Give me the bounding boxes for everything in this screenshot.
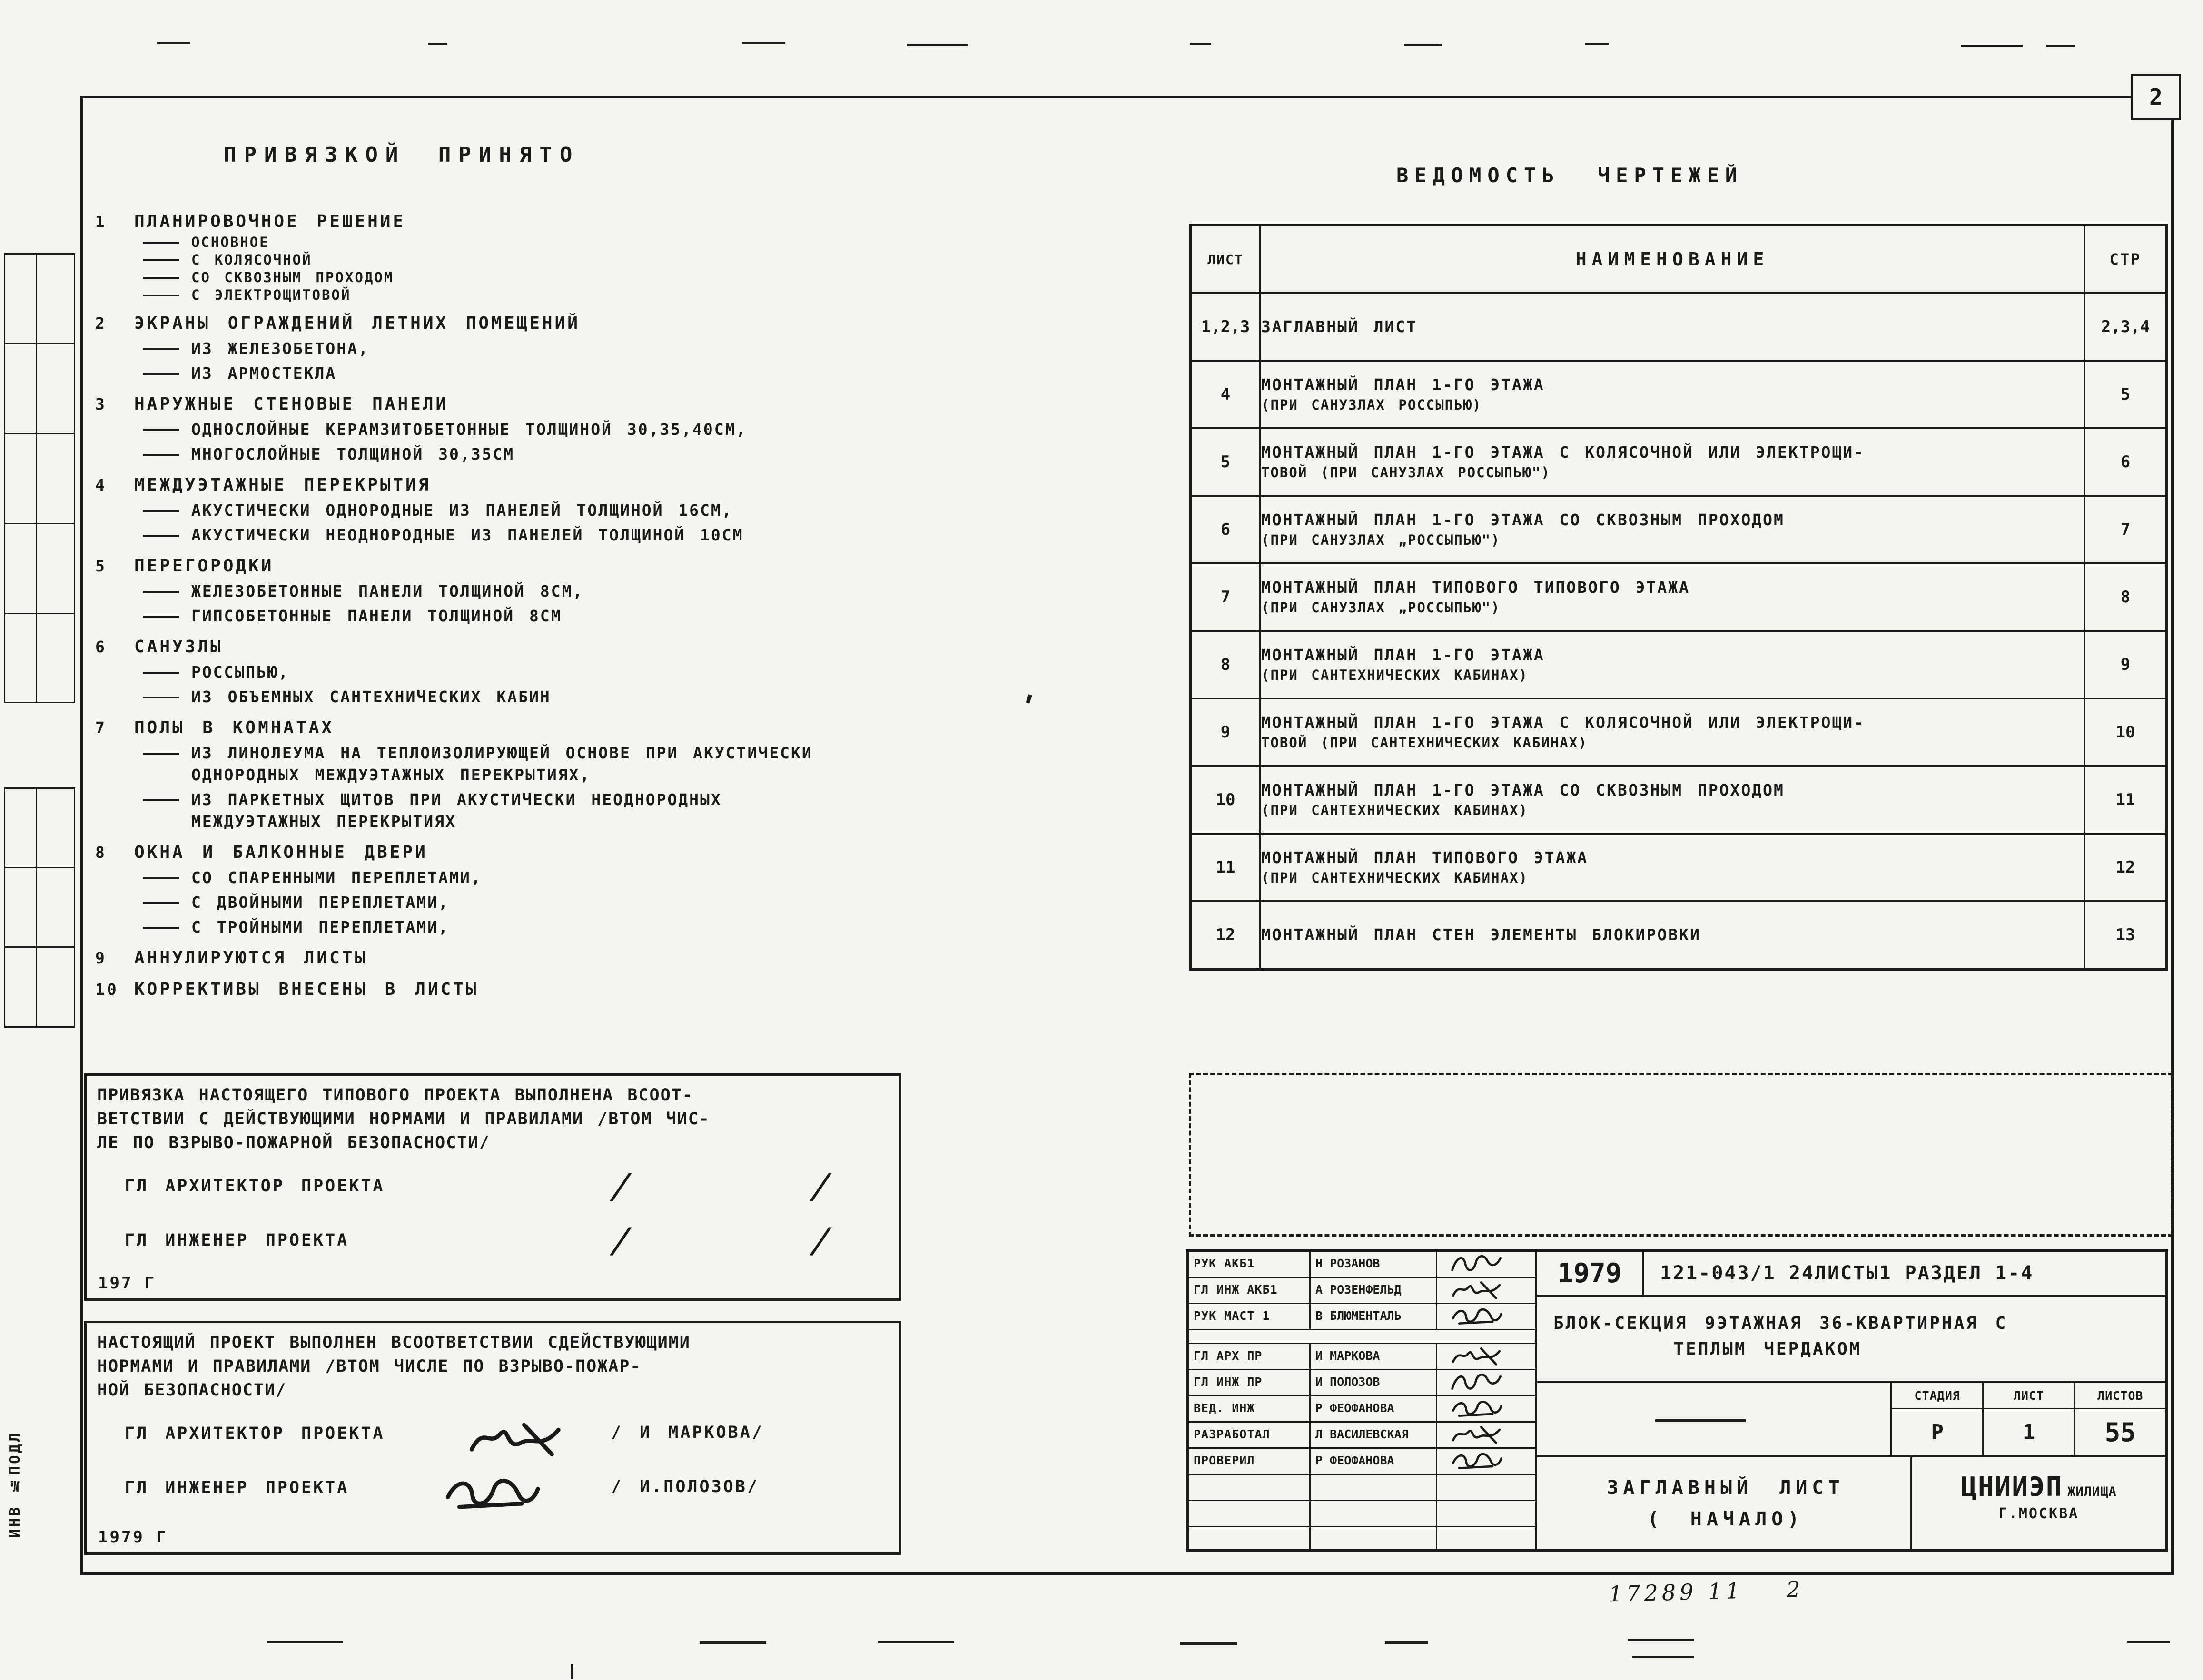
sheet-title-line1: ЗАГЛАВНЫЙ ЛИСТ <box>1607 1476 1845 1499</box>
scan-artifact <box>1585 43 1609 45</box>
signature <box>1441 1305 1512 1327</box>
person-name: В БЛЮМЕНТАЛЬ <box>1311 1304 1437 1329</box>
empty-row <box>1189 1527 1535 1549</box>
title-block-people <box>1189 1252 1537 1549</box>
title-block-year: 1979 <box>1537 1252 1644 1297</box>
item-number: 10 <box>95 980 119 999</box>
person-row <box>1189 1396 1535 1423</box>
list-subitem <box>143 916 1156 938</box>
list-subitem <box>143 338 1156 360</box>
engineer-signature-row <box>97 1470 888 1511</box>
drawing-name-line1: МОНТАЖНЫЙ ПЛАН 1-ГО ЭТАЖА <box>1261 646 1545 664</box>
person-role: ВЕД. ИНЖ <box>1189 1396 1311 1421</box>
dash-marker <box>143 510 179 512</box>
table-row <box>1190 428 2167 496</box>
engineer-name: / И.ПОЛОЗОВ/ <box>611 1477 759 1496</box>
empty-cell <box>1189 1501 1311 1526</box>
person-signature-cell <box>1437 1252 1535 1277</box>
stage-value: Р <box>1892 1409 1984 1455</box>
person-name: И МАРКОВА <box>1311 1344 1437 1369</box>
list-subitem <box>143 443 1156 465</box>
subitem-label: С ЭЛЕКТРОЩИТОВОЙ <box>191 287 351 303</box>
dash-marker <box>143 927 179 929</box>
person-signature-cell <box>1437 1449 1535 1474</box>
strip-divider <box>36 255 37 702</box>
scan-artifact <box>428 43 447 45</box>
item-label: ОКНА И БАЛКОННЫЕ ДВЕРИ <box>134 843 428 862</box>
compliance-note-signed <box>84 1321 901 1555</box>
dash-marker <box>143 877 179 879</box>
person-row <box>1189 1304 1535 1330</box>
table-row <box>1190 631 2167 698</box>
table-row <box>1190 698 2167 766</box>
page-ref: 9 <box>2084 631 2167 698</box>
signature <box>1441 1279 1512 1301</box>
empty-row <box>1189 1330 1535 1344</box>
page-ref: 11 <box>2084 766 2167 834</box>
person-name: Р ФЕОФАНОВА <box>1311 1396 1437 1421</box>
scan-artifact <box>571 1664 573 1679</box>
drawing-name <box>1260 293 2084 361</box>
person-row <box>1189 1278 1535 1304</box>
empty-cell <box>1437 1527 1535 1549</box>
document-number: 121-043/1 24ЛИСТЫ1 РАЗДЕЛ 1-4 <box>1644 1252 2165 1297</box>
org-name2: ЖИЛИЩА <box>2067 1484 2117 1499</box>
drawings-list-title: ВЕДОМОСТЬ ЧЕРТЕЖЕЙ <box>1396 164 1744 187</box>
sheet-number: 9 <box>1190 698 1260 766</box>
subitem-label: РОССЫПЬЮ, <box>191 663 289 681</box>
list-item <box>95 555 1156 627</box>
person-role: РАЗРАБОТАЛ <box>1189 1423 1311 1447</box>
page-ref: 5 <box>2084 361 2167 428</box>
stage-label: СТАДИЯ <box>1892 1383 1984 1408</box>
dash-marker <box>143 902 179 904</box>
subitem-label: ЖЕЛЕЗОБЕТОННЫЕ ПАНЕЛИ ТОЛЩИНОЙ 8СМ, <box>191 582 584 600</box>
note-line: НОЙ БЕЗОПАСНОСТИ/ <box>97 1381 287 1400</box>
table-row <box>1190 766 2167 834</box>
person-name: Н РОЗАНОВ <box>1311 1252 1437 1277</box>
drawings-table <box>1189 224 2168 971</box>
list-item <box>95 393 1156 465</box>
drawing-name-line1: МОНТАЖНЫЙ ПЛАН 1-ГО ЭТАЖА СО СКВОЗНЫМ ПРОХОДОМ <box>1261 511 1785 529</box>
empty-row <box>1189 1475 1535 1501</box>
item-number: 3 <box>95 395 107 413</box>
person-role: РУК АКБ1 <box>1189 1252 1311 1277</box>
signature-slash: / <box>607 1220 638 1260</box>
list-subitem <box>143 269 1156 286</box>
item-label: АННУЛИРУЮТСЯ ЛИСТЫ <box>134 948 368 968</box>
note-line: НОРМАМИ И ПРАВИЛАМИ /ВТОМ ЧИСЛЕ ПО ВЗРЫВО-ПОЖАР- <box>97 1357 642 1376</box>
scan-artifact <box>742 42 785 44</box>
inventory-side-label: ИНВ №ПОДЛ <box>7 1431 23 1538</box>
person-signature-cell <box>1437 1423 1535 1447</box>
table-row <box>1190 901 2167 969</box>
signature <box>1441 1371 1512 1393</box>
sheet-title-line2: ( НАЧАЛО) <box>1647 1508 1804 1530</box>
drawing-name-line2: (ПРИ САНТЕХНИЧЕСКИХ КАБИНАХ) <box>1261 802 1528 818</box>
note-line: ВЕТСТВИИ С ДЕЙСТВУЮЩИМИ НОРМАМИ И ПРАВИЛАМИ /ВТОМ ЧИС- <box>97 1110 710 1129</box>
person-row <box>1189 1370 1535 1396</box>
page-ref: 10 <box>2084 698 2167 766</box>
note-year: 1979 Г <box>98 1528 168 1547</box>
signature-slash: / <box>607 1166 638 1206</box>
architect-label: ГЛ АРХИТЕКТОР ПРОЕКТА <box>125 1177 385 1196</box>
person-row <box>1189 1423 1535 1449</box>
dash-marker <box>143 348 179 350</box>
empty-cell <box>1311 1527 1437 1549</box>
person-row <box>1189 1252 1535 1278</box>
dash-marker <box>143 429 179 431</box>
subitem-label: ОСНОВНОЕ <box>191 234 269 250</box>
list-subitem <box>143 524 1156 546</box>
dash-marker <box>143 535 179 537</box>
page-ref: 6 <box>2084 428 2167 496</box>
drawing-name <box>1260 901 2084 969</box>
subitem-label: МНОГОСЛОЙНЫЕ ТОЛЩИНОЙ 30,35СМ <box>191 445 515 463</box>
drawing-name-line2: (ПРИ САНУЗЛАХ „РОССЫПЬЮ") <box>1261 532 1501 548</box>
scan-artifact <box>2127 1641 2170 1643</box>
item-label: САНУЗЛЫ <box>134 637 223 657</box>
list-subitem <box>143 419 1156 441</box>
architect-signature <box>459 1418 573 1459</box>
drawing-name-line1: МОНТАЖНЫЙ ПЛАН СТЕН ЭЛЕМЕНТЫ БЛОКИРОВКИ <box>1261 925 1701 944</box>
dash-marker <box>143 672 179 674</box>
subitem-label: ОДНОСЛОЙНЫЕ КЕРАМЗИТОБЕТОННЫЕ ТОЛЩИНОЙ 30,35,40СМ, <box>191 420 747 439</box>
engineer-label: ГЛ ИНЖЕНЕР ПРОЕКТА <box>125 1231 349 1250</box>
person-row <box>1189 1344 1535 1370</box>
dash-marker <box>143 616 179 618</box>
org-name: ЦНИИЭП <box>1961 1472 2063 1503</box>
dash-marker <box>143 277 179 279</box>
signature <box>1441 1397 1512 1419</box>
item-number: 8 <box>95 843 107 862</box>
subitem-label: ИЗ ЖЕЛЕЗОБЕТОНА, <box>191 339 369 358</box>
page-number: 2 <box>2149 84 2163 110</box>
architect-name: / И МАРКОВА/ <box>611 1423 764 1442</box>
table-row <box>1190 361 2167 428</box>
dash-marker <box>143 373 179 375</box>
item-label: ПЛАНИРОВОЧНОЕ РЕШЕНИЕ <box>134 212 406 231</box>
subitem-label: ИЗ ЛИНОЛЕУМА НА ТЕПЛОИЗОЛИРУЮЩЕЙ ОСНОВЕ ПРИ АКУСТИЧЕСКИ ОДНОРОДНЫХ МЕЖДУЭТАЖНЫХ ПЕРЕКРЫТИЯХ, <box>191 744 813 784</box>
margin-stamp-strip <box>4 253 75 703</box>
signature-slash: / <box>807 1166 838 1206</box>
list-subitem <box>143 742 1156 786</box>
person-signature-cell <box>1437 1370 1535 1395</box>
item-number: 6 <box>95 638 107 656</box>
list-subitem <box>143 286 1156 304</box>
accepted-list <box>95 202 1156 1001</box>
list-subitem <box>143 234 1156 251</box>
list-item <box>95 841 1156 938</box>
sheet-number: 10 <box>1190 766 1260 834</box>
sheets-value: 55 <box>2104 1417 2136 1447</box>
architect-label: ГЛ АРХИТЕКТОР ПРОЕКТА <box>125 1424 385 1443</box>
empty-cell <box>1437 1475 1535 1500</box>
dash-marker <box>143 454 179 456</box>
page-ref: 13 <box>2084 901 2167 969</box>
person-signature-cell <box>1437 1344 1535 1369</box>
item-number: 1 <box>95 212 107 231</box>
sheet-number: 5 <box>1190 428 1260 496</box>
org-city: Г.МОСКВА <box>1998 1505 2079 1522</box>
sheet-title <box>1537 1457 1914 1549</box>
drawing-name-line1: МОНТАЖНЫЙ ПЛАН 1-ГО ЭТАЖА С КОЛЯСОЧНОЙ ИЛИ ЭЛЕКТРОЩИ- <box>1261 713 1865 732</box>
drawing-name-line1: МОНТАЖНЫЙ ПЛАН 1-ГО ЭТАЖА С КОЛЯСОЧНОЙ ИЛИ ЭЛЕКТРОЩИ- <box>1261 443 1865 462</box>
table-row <box>1190 293 2167 361</box>
sheet-number: 6 <box>1190 496 1260 563</box>
list-subitem <box>143 661 1156 683</box>
person-signature-cell <box>1437 1396 1535 1421</box>
item-label: ПЕРЕГОРОДКИ <box>134 556 274 576</box>
table-row <box>1190 563 2167 631</box>
header-page: СТР <box>2084 225 2167 293</box>
handwritten-number-2: 2 <box>1786 1576 1805 1602</box>
scan-artifact <box>1632 1656 1694 1658</box>
dash-marker <box>143 295 179 296</box>
sheet-number: 4 <box>1190 361 1260 428</box>
note-line: ПРИВЯЗКА НАСТОЯЩЕГО ТИПОВОГО ПРОЕКТА ВЫПОЛНЕНА ВСООТ- <box>97 1086 693 1105</box>
person-name: Р ФЕОФАНОВА <box>1311 1449 1437 1474</box>
scan-artifact <box>1961 45 2023 47</box>
project-name <box>1537 1297 2165 1383</box>
drawing-name-line2: (ПРИ САНУЗЛАХ „РОССЫПЬЮ") <box>1261 599 1501 616</box>
dash-marker <box>143 242 179 244</box>
drawing-name-line1: МОНТАЖНЫЙ ПЛАН ТИПОВОГО ТИПОВОГО ЭТАЖА <box>1261 578 1690 597</box>
item-number: 4 <box>95 476 107 494</box>
sheet-number: 8 <box>1190 631 1260 698</box>
scan-artifact <box>2046 45 2075 47</box>
drawing-name <box>1260 834 2084 901</box>
compliance-note-blank <box>84 1073 901 1301</box>
dash-marker <box>143 799 179 801</box>
list-subitem <box>143 363 1156 384</box>
sheet-number: 12 <box>1190 901 1260 969</box>
scan-artifact <box>1404 44 1442 46</box>
list-subitem <box>143 500 1156 521</box>
scan-artifact <box>907 44 968 46</box>
empty-row <box>1189 1501 1535 1527</box>
title-block-bottom <box>1537 1455 2165 1549</box>
architect-signature-row <box>97 1415 888 1456</box>
page-ref: 2,3,4 <box>2084 293 2167 361</box>
item-label: МЕЖДУЭТАЖНЫЕ ПЕРЕКРЫТИЯ <box>134 475 431 495</box>
handwritten-note <box>1608 1576 1804 1607</box>
page-ref: 8 <box>2084 563 2167 631</box>
drawing-name <box>1260 698 2084 766</box>
dash-marker <box>143 697 179 698</box>
dashed-placeholder-box <box>1189 1073 2173 1237</box>
sheets-label: ЛИСТОВ <box>2097 1388 2144 1403</box>
subitem-label: АКУСТИЧЕСКИ ОДНОРОДНЫЕ ИЗ ПАНЕЛЕЙ ТОЛЩИНОЙ 16СМ, <box>191 501 733 520</box>
scan-artifact <box>267 1641 343 1643</box>
architect-signature-row <box>97 1168 888 1209</box>
drawing-name-line2: (ПРИ САНТЕХНИЧЕСКИХ КАБИНАХ) <box>1261 870 1528 886</box>
person-signature-cell <box>1437 1304 1535 1329</box>
margin-stamp-strip <box>4 787 75 1028</box>
title-block <box>1186 1249 2168 1552</box>
subitem-label: СО СКВОЗНЫМ ПРОХОДОМ <box>191 269 394 285</box>
handwritten-number: 17289 11 <box>1608 1577 1744 1607</box>
strip-divider <box>36 789 37 1026</box>
scan-artifact <box>1628 1639 1694 1641</box>
drawing-name-line1: МОНТАЖНЫЙ ПЛАН ТИПОВОГО ЭТАЖА <box>1261 848 1589 867</box>
scan-artifact <box>878 1641 954 1643</box>
table-row <box>1190 834 2167 901</box>
note-line: НАСТОЯЩИЙ ПРОЕКТ ВЫПОЛНЕН ВСООТВЕТСТВИИ СДЕЙСТВУЮЩИМИ <box>97 1333 691 1352</box>
drawing-name-line2: ТОВОЙ (ПРИ САНТЕХНИЧЕСКИХ КАБИНАХ) <box>1261 735 1588 751</box>
note-year: 197 Г <box>98 1274 157 1293</box>
stage-table <box>1890 1383 2165 1455</box>
item-number: 7 <box>95 718 107 737</box>
empty-cell <box>1189 1527 1311 1549</box>
note-line: ЛЕ ПО ВЗРЫВО-ПОЖАРНОЙ БЕЗОПАСНОСТИ/ <box>97 1133 490 1152</box>
person-role: ГЛ ИНЖ АКБ1 <box>1189 1278 1311 1303</box>
drawing-name-line2: (ПРИ САНУЗЛАХ РОССЫПЬЮ) <box>1261 397 1482 413</box>
person-row <box>1189 1449 1535 1475</box>
table-row <box>1190 496 2167 563</box>
list-item <box>95 636 1156 708</box>
list-item <box>95 717 1156 833</box>
organization <box>1910 1457 2165 1549</box>
person-role: ПРОВЕРИЛ <box>1189 1449 1311 1474</box>
sheet-number: 7 <box>1190 563 1260 631</box>
item-label: НАРУЖНЫЕ СТЕНОВЫЕ ПАНЕЛИ <box>134 394 449 414</box>
signature <box>1441 1424 1512 1445</box>
engineer-signature-row <box>97 1222 888 1263</box>
drawing-name-line1: МОНТАЖНЫЙ ПЛАН 1-ГО ЭТАЖА <box>1261 375 1545 394</box>
project-name-line2: ТЕПЛЫМ ЧЕРДАКОМ <box>1673 1339 1862 1359</box>
item-label: КОРРЕКТИВЫ ВНЕСЕНЫ В ЛИСТЫ <box>134 980 479 999</box>
subitem-label: С КОЛЯСОЧНОЙ <box>191 252 312 268</box>
item-label: ПОЛЫ В КОМНАТАХ <box>134 718 335 737</box>
drawing-name-line2: (ПРИ САНТЕХНИЧЕСКИХ КАБИНАХ) <box>1261 667 1528 683</box>
list-subitem <box>143 686 1156 708</box>
list-subitem <box>143 251 1156 268</box>
drawing-name-line1: МОНТАЖНЫЙ ПЛАН 1-ГО ЭТАЖА СО СКВОЗНЫМ ПРОХОДОМ <box>1261 781 1785 799</box>
signature <box>1441 1345 1512 1367</box>
item-number: 2 <box>95 314 107 333</box>
list-subitem <box>143 605 1156 627</box>
list-subitem <box>143 892 1156 914</box>
list-subitem <box>143 867 1156 889</box>
person-role: ГЛ ИНЖ ПР <box>1189 1370 1311 1395</box>
dash-marker <box>143 259 179 261</box>
person-name: Л ВАСИЛЕВСКАЯ <box>1311 1423 1437 1447</box>
signature <box>1441 1450 1512 1472</box>
subitem-label: АКУСТИЧЕСКИ НЕОДНОРОДНЫЕ ИЗ ПАНЕЛЕЙ ТОЛЩИНОЙ 10СМ <box>191 526 744 544</box>
drawing-name <box>1260 428 2084 496</box>
dash-marker <box>143 591 179 593</box>
list-item <box>95 947 1156 970</box>
table-header-row <box>1190 225 2167 293</box>
sheet-number: 1,2,3 <box>1190 293 1260 361</box>
signature-slash: / <box>807 1220 838 1260</box>
list-subitem <box>143 789 1156 833</box>
header-sheet: ЛИСТ <box>1190 225 1260 293</box>
item-number: 5 <box>95 557 107 575</box>
empty-cell <box>1311 1501 1437 1526</box>
sheet-label: ЛИСТ <box>1984 1383 2075 1408</box>
empty-cell <box>1189 1475 1311 1500</box>
person-name: А РОЗЕНФЕЛЬД <box>1311 1278 1437 1303</box>
subitem-label: ГИПСОБЕТОННЫЕ ПАНЕЛИ ТОЛЩИНОЙ 8СМ <box>191 607 562 625</box>
engineer-label: ГЛ ИНЖЕНЕР ПРОЕКТА <box>125 1478 349 1497</box>
page-ref: 7 <box>2084 496 2167 563</box>
subitem-label: ИЗ АРМОСТЕКЛА <box>191 364 337 383</box>
sheet-value: 1 <box>1984 1409 2075 1455</box>
drawing-name <box>1260 361 2084 428</box>
list-subitem <box>143 580 1156 602</box>
project-name-line1: БЛОК-СЕКЦИЯ 9ЭТАЖНАЯ 36-КВАРТИРНАЯ С <box>1553 1314 2008 1333</box>
drawing-name <box>1260 631 2084 698</box>
person-name: И ПОЛОЗОВ <box>1311 1370 1437 1395</box>
scan-artifact <box>700 1641 766 1644</box>
engineer-signature <box>430 1473 554 1513</box>
person-signature-cell <box>1437 1278 1535 1303</box>
empty-cell <box>1311 1475 1437 1500</box>
list-item <box>95 978 1156 1001</box>
list-item <box>95 210 1156 304</box>
drawing-name <box>1260 563 2084 631</box>
subitem-label: ИЗ ПАРКЕТНЫХ ЩИТОВ ПРИ АКУСТИЧЕСКИ НЕОДНОРОДНЫХ МЕЖДУЭТАЖНЫХ ПЕРЕКРЫТИЯХ <box>191 790 722 831</box>
sheet-number: 11 <box>1190 834 1260 901</box>
signature <box>1441 1253 1512 1275</box>
scan-artifact <box>1190 43 1211 45</box>
header-name: НАИМЕНОВАНИЕ <box>1260 225 2084 293</box>
subitem-label: С ТРОЙНЫМИ ПЕРЕПЛЕТАМИ, <box>191 918 449 936</box>
subitem-label: С ДВОЙНЫМИ ПЕРЕПЛЕТАМИ, <box>191 893 449 912</box>
list-item <box>95 312 1156 384</box>
title-block-dash <box>1655 1419 1746 1422</box>
subitem-label: ИЗ ОБЪЕМНЫХ САНТЕХНИЧЕСКИХ КАБИН <box>191 688 551 706</box>
person-role: ГЛ АРХ ПР <box>1189 1344 1311 1369</box>
subitem-label: СО СПАРЕННЫМИ ПЕРЕПЛЕТАМИ, <box>191 868 482 887</box>
drawing-name <box>1260 766 2084 834</box>
drawing-name <box>1260 496 2084 563</box>
item-number: 9 <box>95 949 107 967</box>
empty-cell <box>1437 1501 1535 1526</box>
person-role: РУК МАСТ 1 <box>1189 1304 1311 1329</box>
page-ref: 12 <box>2084 834 2167 901</box>
drawing-name-line2: ТОВОЙ (ПРИ САНУЗЛАХ РОССЫПЬЮ") <box>1261 464 1551 481</box>
scan-artifact <box>157 42 190 44</box>
item-label: ЭКРАНЫ ОГРАЖДЕНИЙ ЛЕТНИХ ПОМЕЩЕНИЙ <box>134 314 580 333</box>
scan-artifact <box>1385 1641 1428 1644</box>
page-number-box <box>2131 74 2181 120</box>
scan-artifact <box>1180 1642 1237 1645</box>
drawing-name-line1: ЗАГЛАВНЫЙ ЛИСТ <box>1261 317 1418 336</box>
dash-marker <box>143 753 179 755</box>
accepted-title: ПРИВЯЗКОЙ ПРИНЯТО <box>224 143 580 167</box>
list-item <box>95 474 1156 546</box>
